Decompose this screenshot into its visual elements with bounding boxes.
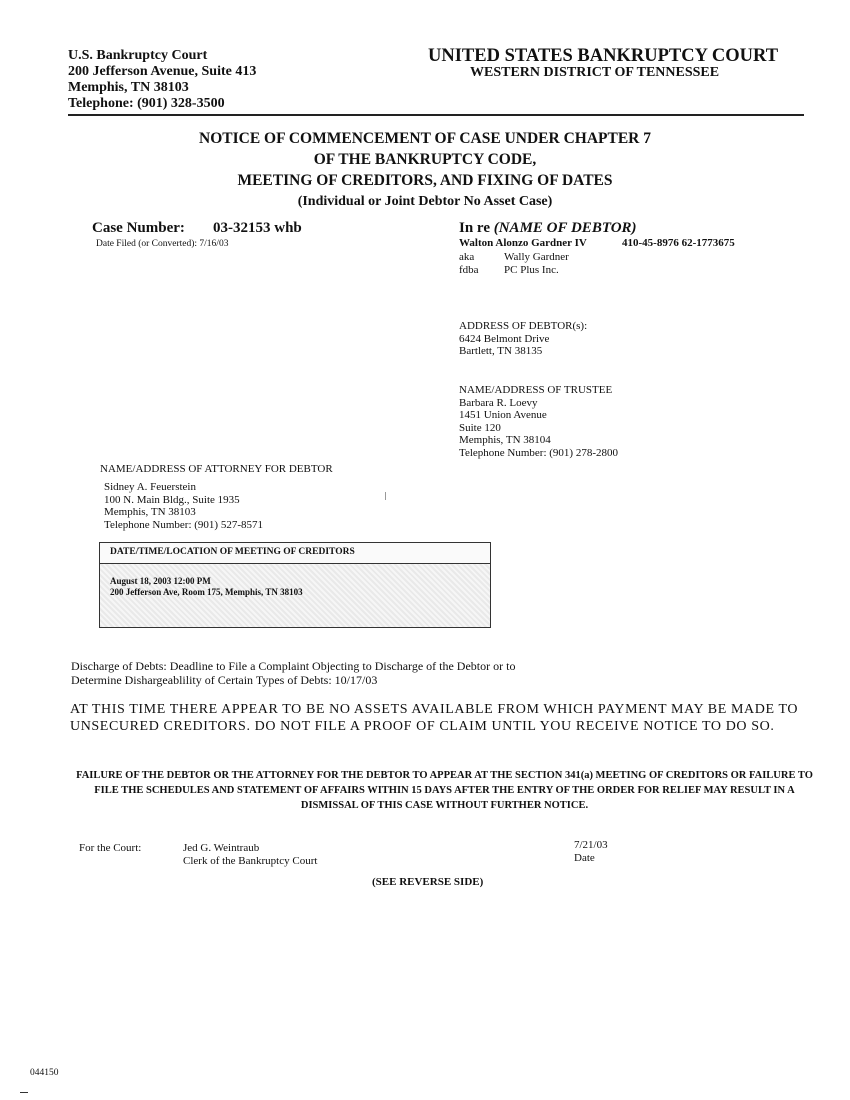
notice-title-line3: MEETING OF CREDITORS, AND FIXING OF DATES (237, 172, 613, 189)
attorney-phone: Telephone Number: (901) 527-8571 (104, 518, 263, 531)
notice-title (80, 128, 770, 212)
meeting-datetime: August 18, 2003 12:00 PM (110, 576, 211, 586)
for-court-label: For the Court: (79, 842, 142, 854)
trustee-street: 1451 Union Avenue (459, 409, 547, 421)
aka-label: aka (459, 251, 475, 263)
trustee-head: NAME/ADDRESS OF TRUSTEE (459, 384, 613, 396)
signature-date (574, 839, 608, 865)
form-number: 044150 (30, 1068, 59, 1078)
assets-notice: AT THIS TIME THERE APPEAR TO BE NO ASSETS AVAILABLE FROM WHICH PAYMENT MAY BE MADE TO UNSECURED CREDITORS. DO NOT FILE A PROOF OF CLAIM UNTIL YOU RECEIVE NOTICE TO DO SO. (70, 702, 799, 734)
trustee-block (459, 384, 618, 459)
clerk-title: Clerk of the Bankruptcy Court (183, 855, 318, 867)
meeting-head-row (100, 543, 490, 564)
notice-title-line2: OF THE BANKRUPTCY CODE, (313, 151, 537, 168)
header-divider (68, 114, 804, 116)
trustee-suite: Suite 120 (459, 421, 501, 434)
court-address-street: 200 Jefferson Avenue, Suite 413 (68, 64, 257, 79)
clerk-name: Jed G. Weintraub (183, 842, 260, 854)
court-address-city: Memphis, TN 38103 (68, 80, 189, 95)
debtor-name: Walton Alonzo Gardner IV (459, 237, 587, 249)
signature-date-label: Date (574, 852, 595, 864)
court-title: UNITED STATES BANKRUPTCY COURT (428, 46, 779, 66)
discharge-line1: Discharge of Debts: Deadline to File a Complaint Objecting to Discharge of the Debtor or to (71, 659, 516, 673)
case-number: 03-32153 whb (213, 220, 302, 236)
trustee-name: Barbara R. Loevy (459, 396, 538, 409)
in-re-prefix: In re (459, 220, 490, 236)
attorney-street: 100 N. Main Bldg., Suite 1935 (104, 493, 240, 506)
attorney-head: NAME/ADDRESS OF ATTORNEY FOR DEBTOR (100, 463, 333, 475)
attorney-name: Sidney A. Feuerstein (104, 481, 196, 493)
scan-mark (385, 492, 386, 500)
aka-value: Wally Gardner (504, 251, 569, 263)
signature-date-value: 7/21/03 (574, 839, 608, 851)
court-address-phone: Telephone: (901) 328-3500 (68, 96, 225, 111)
fdba-value: PC Plus Inc. (504, 264, 559, 276)
in-re-heading (459, 220, 637, 237)
court-address-name: U.S. Bankruptcy Court (68, 48, 208, 63)
discharge-deadline (71, 659, 515, 687)
see-reverse: (SEE REVERSE SIDE) (372, 876, 484, 888)
court-address (68, 48, 256, 112)
debtor-address-head: ADDRESS OF DEBTOR(s): (459, 320, 588, 332)
trustee-phone: Telephone Number: (901) 278-2800 (459, 446, 618, 459)
debtor-address-street: 6424 Belmont Drive (459, 332, 550, 345)
discharge-line2: Determine Dishargeablility of Certain Types of Debts: 10/17/03 (71, 673, 378, 687)
debtor-address (459, 320, 587, 358)
clerk-signature (183, 842, 317, 868)
notice-title-line1: NOTICE OF COMMENCEMENT OF CASE UNDER CHAPTER 7 (199, 130, 651, 147)
debtor-address-city: Bartlett, TN 38135 (459, 345, 543, 357)
date-filed: Date Filed (or Converted): 7/16/03 (96, 239, 229, 249)
in-re-label: (NAME OF DEBTOR) (493, 220, 637, 236)
meeting-box (99, 542, 491, 628)
bottom-mark (20, 1092, 28, 1093)
fdba-label: fdba (459, 264, 479, 276)
notice-title-line4: (Individual or Joint Debtor No Asset Case) (297, 194, 553, 209)
attorney-block (104, 481, 263, 531)
court-district: WESTERN DISTRICT OF TENNESSEE (470, 65, 720, 80)
meeting-location: 200 Jefferson Ave, Room 175, Memphis, TN 38103 (110, 587, 303, 597)
meeting-head: DATE/TIME/LOCATION OF MEETING OF CREDITORS (110, 547, 355, 557)
failure-notice: FAILURE OF THE DEBTOR OR THE ATTORNEY FOR THE DEBTOR TO APPEAR AT THE SECTION 341(a) MEETING OF CREDITORS OR FAILURE TO FILE THE SCHEDULES AND STATEMENT OF AFFAIRS WITHIN 15 DAYS AFTER THE ENTRY OF THE ORDER FOR RELIEF MAY RESULT IN A DISMISSAL OF THIS CASE WITHOUT FURTHER NOTICE. (76, 770, 813, 811)
attorney-city: Memphis, TN 38103 (104, 506, 196, 518)
debtor-ids: 410-45-8976 62-1773675 (622, 237, 735, 249)
trustee-city: Memphis, TN 38104 (459, 434, 551, 446)
case-number-label: Case Number: (92, 220, 185, 236)
